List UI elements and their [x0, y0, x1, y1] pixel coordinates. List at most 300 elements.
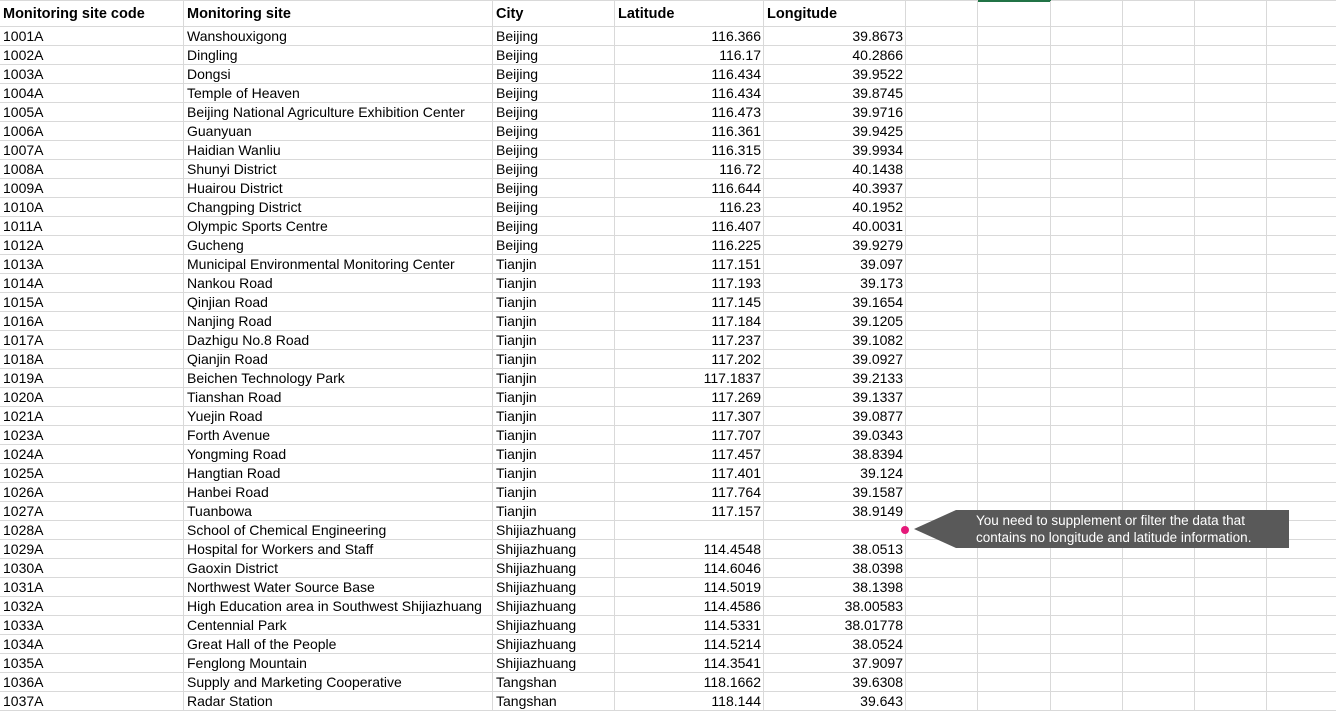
empty-cell[interactable] — [1051, 293, 1123, 312]
cell-code[interactable]: 1015A — [0, 293, 184, 312]
cell-code[interactable]: 1028A — [0, 521, 184, 540]
empty-cell[interactable] — [1123, 597, 1195, 616]
cell-city[interactable]: Beijing — [493, 65, 615, 84]
empty-cell[interactable] — [1123, 407, 1195, 426]
empty-cell[interactable] — [1123, 160, 1195, 179]
empty-cell[interactable] — [978, 293, 1051, 312]
empty-cell[interactable] — [906, 426, 978, 445]
cell-city[interactable]: Tianjin — [493, 350, 615, 369]
empty-cell[interactable] — [1267, 84, 1336, 103]
cell-code[interactable]: 1003A — [0, 65, 184, 84]
empty-cell[interactable] — [906, 293, 978, 312]
empty-cell[interactable] — [906, 331, 978, 350]
cell-latitude[interactable]: 117.202 — [615, 350, 764, 369]
empty-cell[interactable] — [1267, 388, 1336, 407]
cell-site[interactable]: Qinjian Road — [184, 293, 493, 312]
empty-cell[interactable] — [1123, 483, 1195, 502]
empty-cell[interactable] — [1051, 312, 1123, 331]
empty-cell[interactable] — [978, 217, 1051, 236]
cell-code[interactable]: 1020A — [0, 388, 184, 407]
cell-city[interactable]: Shijiazhuang — [493, 654, 615, 673]
cell-site[interactable]: High Education area in Southwest Shijiazhuang — [184, 597, 493, 616]
empty-cell[interactable] — [1051, 388, 1123, 407]
cell-city[interactable]: Beijing — [493, 217, 615, 236]
cell-longitude[interactable]: 39.1587 — [764, 483, 906, 502]
empty-cell[interactable] — [978, 236, 1051, 255]
empty-cell[interactable] — [978, 255, 1051, 274]
empty-cell[interactable] — [1195, 350, 1267, 369]
cell-latitude[interactable]: 117.237 — [615, 331, 764, 350]
cell-latitude[interactable]: 114.5331 — [615, 616, 764, 635]
empty-cell[interactable] — [1267, 350, 1336, 369]
empty-cell[interactable] — [1195, 103, 1267, 122]
empty-cell[interactable] — [1123, 1, 1195, 27]
cell-code[interactable]: 1009A — [0, 179, 184, 198]
cell-code[interactable]: 1023A — [0, 426, 184, 445]
cell-site[interactable]: Gucheng — [184, 236, 493, 255]
empty-cell[interactable] — [1123, 236, 1195, 255]
cell-latitude[interactable]: 117.269 — [615, 388, 764, 407]
cell-longitude[interactable]: 39.643 — [764, 692, 906, 711]
cell-city[interactable]: Beijing — [493, 179, 615, 198]
cell-code[interactable]: 1016A — [0, 312, 184, 331]
empty-cell[interactable] — [1123, 84, 1195, 103]
empty-cell[interactable] — [1051, 27, 1123, 46]
cell-longitude[interactable]: 38.00583 — [764, 597, 906, 616]
cell-latitude[interactable]: 116.17 — [615, 46, 764, 65]
empty-cell[interactable] — [1267, 141, 1336, 160]
cell-site[interactable]: Hospital for Workers and Staff — [184, 540, 493, 559]
cell-city[interactable]: Shijiazhuang — [493, 559, 615, 578]
cell-city[interactable]: Beijing — [493, 27, 615, 46]
cell-code[interactable]: 1025A — [0, 464, 184, 483]
empty-cell[interactable] — [906, 84, 978, 103]
empty-cell[interactable] — [906, 445, 978, 464]
cell-city[interactable]: Beijing — [493, 160, 615, 179]
empty-cell[interactable] — [1267, 122, 1336, 141]
empty-cell[interactable] — [1051, 673, 1123, 692]
empty-cell[interactable] — [1051, 692, 1123, 711]
empty-cell[interactable] — [1051, 597, 1123, 616]
cell-latitude[interactable]: 116.72 — [615, 160, 764, 179]
empty-cell[interactable] — [906, 65, 978, 84]
empty-cell[interactable] — [906, 217, 978, 236]
empty-cell[interactable] — [1195, 274, 1267, 293]
cell-city[interactable]: Shijiazhuang — [493, 521, 615, 540]
cell-longitude[interactable]: 40.2866 — [764, 46, 906, 65]
empty-cell[interactable] — [1195, 426, 1267, 445]
cell-latitude[interactable]: 118.1662 — [615, 673, 764, 692]
empty-cell[interactable] — [906, 141, 978, 160]
empty-cell[interactable] — [1051, 635, 1123, 654]
empty-cell[interactable] — [1195, 217, 1267, 236]
empty-cell[interactable] — [978, 597, 1051, 616]
empty-cell[interactable] — [906, 122, 978, 141]
cell-longitude[interactable]: 39.9522 — [764, 65, 906, 84]
cell-latitude[interactable]: 117.457 — [615, 445, 764, 464]
empty-cell[interactable] — [1195, 160, 1267, 179]
empty-cell[interactable] — [1123, 388, 1195, 407]
cell-latitude[interactable]: 117.307 — [615, 407, 764, 426]
cell-site[interactable]: Changping District — [184, 198, 493, 217]
cell-latitude[interactable]: 117.401 — [615, 464, 764, 483]
cell-site[interactable]: Guanyuan — [184, 122, 493, 141]
cell-code[interactable]: 1024A — [0, 445, 184, 464]
cell-site[interactable]: Beijing National Agriculture Exhibition Center — [184, 103, 493, 122]
empty-cell[interactable] — [978, 103, 1051, 122]
empty-cell[interactable] — [1195, 369, 1267, 388]
cell-city[interactable]: Tianjin — [493, 312, 615, 331]
cell-longitude[interactable]: 39.1205 — [764, 312, 906, 331]
cell-site[interactable]: Huairou District — [184, 179, 493, 198]
empty-cell[interactable] — [1195, 46, 1267, 65]
empty-cell[interactable] — [1123, 122, 1195, 141]
empty-cell[interactable] — [1123, 46, 1195, 65]
empty-cell[interactable] — [1051, 559, 1123, 578]
empty-cell[interactable] — [1051, 122, 1123, 141]
cell-latitude[interactable]: 114.4548 — [615, 540, 764, 559]
empty-cell[interactable] — [906, 597, 978, 616]
cell-site[interactable]: Gaoxin District — [184, 559, 493, 578]
cell-latitude[interactable] — [615, 521, 764, 540]
empty-cell[interactable] — [1267, 331, 1336, 350]
cell-code[interactable]: 1011A — [0, 217, 184, 236]
cell-city[interactable]: Tianjin — [493, 369, 615, 388]
cell-longitude[interactable]: 39.1082 — [764, 331, 906, 350]
empty-cell[interactable] — [1123, 559, 1195, 578]
cell-site[interactable]: Temple of Heaven — [184, 84, 493, 103]
empty-cell[interactable] — [978, 179, 1051, 198]
empty-cell[interactable] — [978, 673, 1051, 692]
cell-city[interactable]: Beijing — [493, 46, 615, 65]
empty-cell[interactable] — [906, 1, 978, 27]
empty-cell[interactable] — [1123, 141, 1195, 160]
cell-site[interactable]: Dingling — [184, 46, 493, 65]
cell-city[interactable]: Beijing — [493, 236, 615, 255]
empty-cell[interactable] — [1195, 65, 1267, 84]
empty-cell[interactable] — [978, 445, 1051, 464]
empty-cell[interactable] — [1195, 293, 1267, 312]
empty-cell[interactable] — [978, 388, 1051, 407]
empty-cell[interactable] — [1123, 464, 1195, 483]
empty-cell[interactable] — [1195, 692, 1267, 711]
cell-city[interactable]: Shijiazhuang — [493, 597, 615, 616]
cell-city[interactable]: Beijing — [493, 198, 615, 217]
cell-latitude[interactable]: 117.1837 — [615, 369, 764, 388]
empty-cell[interactable] — [1195, 388, 1267, 407]
cell-longitude[interactable]: 40.1438 — [764, 160, 906, 179]
empty-cell[interactable] — [1267, 369, 1336, 388]
cell-code[interactable]: 1013A — [0, 255, 184, 274]
empty-cell[interactable] — [1195, 1, 1267, 27]
empty-cell[interactable] — [1123, 65, 1195, 84]
cell-latitude[interactable]: 116.434 — [615, 65, 764, 84]
cell-latitude[interactable]: 118.144 — [615, 692, 764, 711]
empty-cell[interactable] — [1195, 84, 1267, 103]
cell-code[interactable]: 1033A — [0, 616, 184, 635]
cell-site[interactable]: Yongming Road — [184, 445, 493, 464]
empty-cell[interactable] — [1123, 445, 1195, 464]
cell-code[interactable]: 1014A — [0, 274, 184, 293]
empty-cell[interactable] — [978, 46, 1051, 65]
header-site[interactable]: Monitoring site — [184, 1, 493, 27]
header-code[interactable]: Monitoring site code — [0, 1, 184, 27]
cell-latitude[interactable]: 116.434 — [615, 84, 764, 103]
empty-cell[interactable] — [978, 369, 1051, 388]
cell-site[interactable]: Tuanbowa — [184, 502, 493, 521]
empty-cell[interactable] — [1195, 616, 1267, 635]
empty-cell[interactable] — [1123, 616, 1195, 635]
cell-longitude[interactable]: 39.124 — [764, 464, 906, 483]
empty-cell[interactable] — [1123, 426, 1195, 445]
cell-city[interactable]: Shijiazhuang — [493, 616, 615, 635]
empty-cell[interactable] — [978, 692, 1051, 711]
empty-cell[interactable] — [1267, 578, 1336, 597]
empty-cell[interactable] — [1051, 426, 1123, 445]
cell-city[interactable]: Beijing — [493, 141, 615, 160]
cell-city[interactable]: Tianjin — [493, 388, 615, 407]
cell-city[interactable]: Tianjin — [493, 331, 615, 350]
empty-cell[interactable] — [978, 1, 1051, 27]
empty-cell[interactable] — [1195, 559, 1267, 578]
cell-code[interactable]: 1036A — [0, 673, 184, 692]
empty-cell[interactable] — [1051, 84, 1123, 103]
cell-longitude[interactable]: 38.0524 — [764, 635, 906, 654]
cell-code[interactable]: 1006A — [0, 122, 184, 141]
cell-city[interactable]: Tianjin — [493, 502, 615, 521]
cell-code[interactable]: 1037A — [0, 692, 184, 711]
cell-latitude[interactable]: 117.193 — [615, 274, 764, 293]
cell-code[interactable]: 1005A — [0, 103, 184, 122]
empty-cell[interactable] — [1123, 654, 1195, 673]
cell-site[interactable]: Radar Station — [184, 692, 493, 711]
empty-cell[interactable] — [906, 350, 978, 369]
empty-cell[interactable] — [906, 369, 978, 388]
empty-cell[interactable] — [1267, 27, 1336, 46]
empty-cell[interactable] — [906, 46, 978, 65]
header-latitude[interactable]: Latitude — [615, 1, 764, 27]
cell-site[interactable]: Haidian Wanliu — [184, 141, 493, 160]
cell-longitude[interactable]: 39.9279 — [764, 236, 906, 255]
empty-cell[interactable] — [978, 27, 1051, 46]
empty-cell[interactable] — [1051, 274, 1123, 293]
cell-site[interactable]: Forth Avenue — [184, 426, 493, 445]
cell-city[interactable]: Tangshan — [493, 692, 615, 711]
cell-longitude[interactable]: 39.9934 — [764, 141, 906, 160]
empty-cell[interactable] — [1267, 559, 1336, 578]
empty-cell[interactable] — [1267, 274, 1336, 293]
cell-longitude[interactable]: 39.0343 — [764, 426, 906, 445]
cell-longitude[interactable]: 39.6308 — [764, 673, 906, 692]
cell-code[interactable]: 1032A — [0, 597, 184, 616]
empty-cell[interactable] — [1267, 597, 1336, 616]
empty-cell[interactable] — [978, 274, 1051, 293]
cell-latitude[interactable]: 116.361 — [615, 122, 764, 141]
empty-cell[interactable] — [978, 141, 1051, 160]
cell-longitude[interactable]: 39.0877 — [764, 407, 906, 426]
empty-cell[interactable] — [978, 65, 1051, 84]
cell-longitude[interactable]: 40.1952 — [764, 198, 906, 217]
empty-cell[interactable] — [1051, 160, 1123, 179]
empty-cell[interactable] — [1123, 217, 1195, 236]
empty-cell[interactable] — [1051, 350, 1123, 369]
cell-latitude[interactable]: 117.707 — [615, 426, 764, 445]
cell-city[interactable]: Tianjin — [493, 426, 615, 445]
cell-code[interactable]: 1029A — [0, 540, 184, 559]
cell-city[interactable]: Tianjin — [493, 255, 615, 274]
empty-cell[interactable] — [1267, 426, 1336, 445]
empty-cell[interactable] — [1267, 312, 1336, 331]
empty-cell[interactable] — [1123, 27, 1195, 46]
empty-cell[interactable] — [1195, 673, 1267, 692]
cell-city[interactable]: Shijiazhuang — [493, 635, 615, 654]
empty-cell[interactable] — [1267, 654, 1336, 673]
empty-cell[interactable] — [1267, 445, 1336, 464]
cell-code[interactable]: 1017A — [0, 331, 184, 350]
cell-city[interactable]: Tianjin — [493, 293, 615, 312]
cell-site[interactable]: Nankou Road — [184, 274, 493, 293]
empty-cell[interactable] — [1267, 1, 1336, 27]
empty-cell[interactable] — [1051, 141, 1123, 160]
cell-longitude[interactable]: 40.0031 — [764, 217, 906, 236]
cell-site[interactable]: Nanjing Road — [184, 312, 493, 331]
empty-cell[interactable] — [906, 160, 978, 179]
empty-cell[interactable] — [906, 198, 978, 217]
cell-code[interactable]: 1018A — [0, 350, 184, 369]
cell-longitude[interactable]: 38.8394 — [764, 445, 906, 464]
empty-cell[interactable] — [1195, 236, 1267, 255]
empty-cell[interactable] — [1267, 217, 1336, 236]
empty-cell[interactable] — [1195, 464, 1267, 483]
empty-cell[interactable] — [1267, 46, 1336, 65]
empty-cell[interactable] — [1267, 673, 1336, 692]
cell-city[interactable]: Tianjin — [493, 483, 615, 502]
empty-cell[interactable] — [1123, 198, 1195, 217]
empty-cell[interactable] — [906, 654, 978, 673]
cell-longitude[interactable]: 39.8745 — [764, 84, 906, 103]
empty-cell[interactable] — [906, 255, 978, 274]
cell-site[interactable]: Municipal Environmental Monitoring Center — [184, 255, 493, 274]
empty-cell[interactable] — [1123, 635, 1195, 654]
empty-cell[interactable] — [1123, 331, 1195, 350]
cell-site[interactable]: Hanbei Road — [184, 483, 493, 502]
empty-cell[interactable] — [1123, 578, 1195, 597]
cell-city[interactable]: Beijing — [493, 84, 615, 103]
empty-cell[interactable] — [1051, 236, 1123, 255]
empty-cell[interactable] — [1195, 483, 1267, 502]
empty-cell[interactable] — [1267, 198, 1336, 217]
cell-code[interactable]: 1002A — [0, 46, 184, 65]
cell-latitude[interactable]: 114.5019 — [615, 578, 764, 597]
cell-code[interactable]: 1010A — [0, 198, 184, 217]
cell-latitude[interactable]: 117.764 — [615, 483, 764, 502]
empty-cell[interactable] — [1051, 578, 1123, 597]
empty-cell[interactable] — [978, 122, 1051, 141]
empty-cell[interactable] — [1267, 65, 1336, 84]
empty-cell[interactable] — [1051, 407, 1123, 426]
empty-cell[interactable] — [906, 673, 978, 692]
cell-longitude[interactable]: 39.0927 — [764, 350, 906, 369]
empty-cell[interactable] — [1051, 369, 1123, 388]
cell-longitude[interactable]: 39.097 — [764, 255, 906, 274]
empty-cell[interactable] — [1051, 616, 1123, 635]
empty-cell[interactable] — [978, 616, 1051, 635]
empty-cell[interactable] — [906, 274, 978, 293]
cell-code[interactable]: 1030A — [0, 559, 184, 578]
cell-longitude[interactable]: 39.1337 — [764, 388, 906, 407]
cell-latitude[interactable]: 116.366 — [615, 27, 764, 46]
cell-longitude[interactable]: 38.1398 — [764, 578, 906, 597]
cell-latitude[interactable]: 117.151 — [615, 255, 764, 274]
cell-city[interactable]: Beijing — [493, 103, 615, 122]
empty-cell[interactable] — [906, 464, 978, 483]
empty-cell[interactable] — [1123, 350, 1195, 369]
cell-city[interactable]: Tianjin — [493, 445, 615, 464]
cell-longitude[interactable]: 38.0398 — [764, 559, 906, 578]
cell-latitude[interactable]: 117.157 — [615, 502, 764, 521]
cell-longitude[interactable] — [764, 521, 906, 540]
empty-cell[interactable] — [1123, 369, 1195, 388]
cell-site[interactable]: Yuejin Road — [184, 407, 493, 426]
cell-city[interactable]: Tianjin — [493, 464, 615, 483]
empty-cell[interactable] — [906, 559, 978, 578]
cell-site[interactable]: Olympic Sports Centre — [184, 217, 493, 236]
empty-cell[interactable] — [1267, 464, 1336, 483]
cell-longitude[interactable]: 39.2133 — [764, 369, 906, 388]
cell-longitude[interactable]: 39.8673 — [764, 27, 906, 46]
empty-cell[interactable] — [978, 198, 1051, 217]
cell-site[interactable]: Supply and Marketing Cooperative — [184, 673, 493, 692]
empty-cell[interactable] — [978, 559, 1051, 578]
empty-cell[interactable] — [1051, 654, 1123, 673]
cell-site[interactable]: Qianjin Road — [184, 350, 493, 369]
cell-latitude[interactable]: 116.473 — [615, 103, 764, 122]
empty-cell[interactable] — [906, 635, 978, 654]
cell-code[interactable]: 1021A — [0, 407, 184, 426]
cell-longitude[interactable]: 38.9149 — [764, 502, 906, 521]
empty-cell[interactable] — [1051, 65, 1123, 84]
empty-cell[interactable] — [1267, 635, 1336, 654]
empty-cell[interactable] — [1267, 103, 1336, 122]
empty-cell[interactable] — [1267, 692, 1336, 711]
empty-cell[interactable] — [1195, 179, 1267, 198]
cell-longitude[interactable]: 39.9425 — [764, 122, 906, 141]
cell-code[interactable]: 1019A — [0, 369, 184, 388]
cell-code[interactable]: 1027A — [0, 502, 184, 521]
cell-city[interactable]: Shijiazhuang — [493, 578, 615, 597]
cell-site[interactable]: Fenglong Mountain — [184, 654, 493, 673]
empty-cell[interactable] — [978, 312, 1051, 331]
empty-cell[interactable] — [1123, 293, 1195, 312]
cell-longitude[interactable]: 40.3937 — [764, 179, 906, 198]
empty-cell[interactable] — [1267, 483, 1336, 502]
empty-cell[interactable] — [1051, 255, 1123, 274]
cell-latitude[interactable]: 117.145 — [615, 293, 764, 312]
empty-cell[interactable] — [906, 692, 978, 711]
empty-cell[interactable] — [1051, 198, 1123, 217]
empty-cell[interactable] — [906, 179, 978, 198]
cell-latitude[interactable]: 114.5214 — [615, 635, 764, 654]
cell-site[interactable]: Dongsi — [184, 65, 493, 84]
empty-cell[interactable] — [1195, 407, 1267, 426]
empty-cell[interactable] — [978, 350, 1051, 369]
empty-cell[interactable] — [1123, 312, 1195, 331]
empty-cell[interactable] — [1195, 578, 1267, 597]
empty-cell[interactable] — [1123, 103, 1195, 122]
empty-cell[interactable] — [978, 464, 1051, 483]
cell-code[interactable]: 1004A — [0, 84, 184, 103]
cell-code[interactable]: 1012A — [0, 236, 184, 255]
